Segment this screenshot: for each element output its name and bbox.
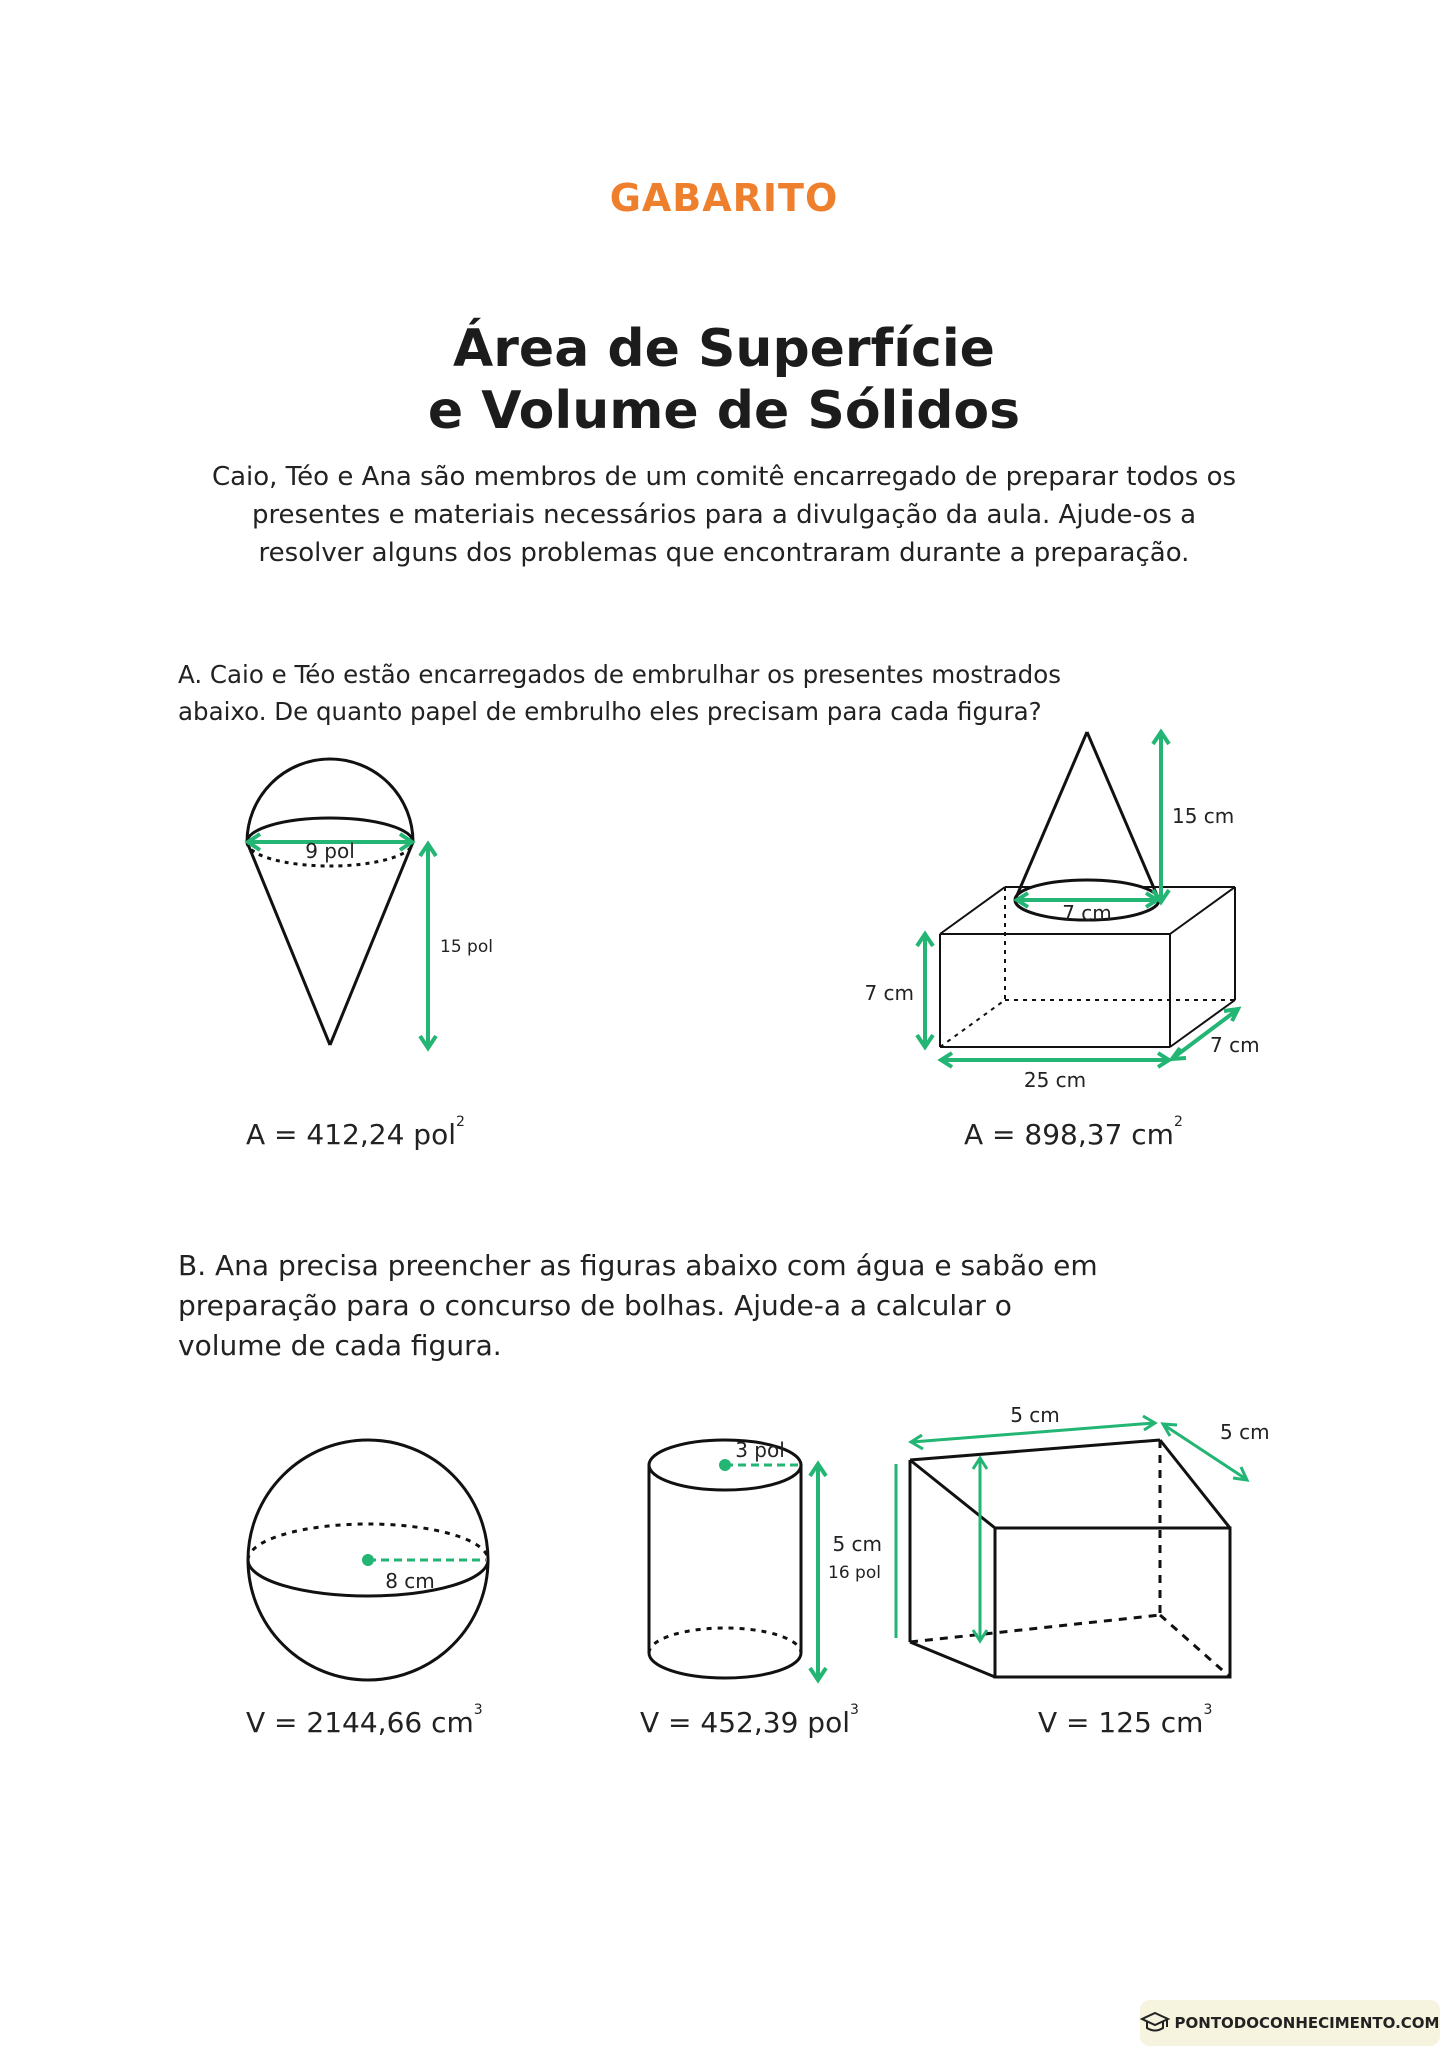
graduation-cap-icon [1141, 2010, 1169, 2036]
title-line-2: e Volume de Sólidos [427, 381, 1021, 441]
cone-diameter-label: 9 pol [305, 839, 355, 863]
cone-height-label: 15 pol [440, 937, 493, 957]
question-b [178, 1246, 1138, 1366]
cylinder-height-label: 16 pol [828, 1563, 881, 1583]
cube-height-arrow-graphic [968, 1455, 998, 1645]
intro-line-2: presentes e materiais necessários para a divulgação da aula. Ajude-os a [251, 500, 1197, 530]
sphere-center-dot [362, 1554, 374, 1566]
question-a-line-2: abaixo. De quanto papel de embrulho eles precisam para cada figura? [178, 697, 1042, 726]
answer-a2-text: A = 898,37 cm [964, 1118, 1174, 1151]
answer-b3 [1038, 1702, 1213, 1739]
cylinder-center-dot [719, 1459, 731, 1471]
sphere-radius-label: 8 cm [385, 1569, 435, 1593]
box-height-label: 7 cm [864, 981, 914, 1005]
intro-text [0, 458, 1448, 572]
question-b-line-2: preparação para o concurso de bolhas. Ajude-a a calcular o [178, 1289, 1012, 1322]
ice-cream-cone-figure [230, 750, 530, 1060]
height-arrow [420, 844, 436, 1048]
question-a [178, 656, 1138, 730]
intro-line-3: resolver alguns dos problemas que encontraram durante a preparação. [258, 538, 1190, 568]
cone-on-box-figure [860, 720, 1290, 1100]
answer-a1-exponent: 2 [455, 1114, 465, 1130]
site-url: PONTODOCONHECIMENTO.COM [1174, 2014, 1440, 2032]
cone-height-label: 15 cm [1172, 804, 1235, 828]
answer-b2 [640, 1702, 859, 1739]
answer-b2-text: V = 452,39 pol [640, 1706, 850, 1739]
answer-key-label: GABARITO [609, 176, 839, 220]
answer-b2-exponent: 3 [849, 1702, 859, 1718]
page-title [0, 318, 1448, 442]
answer-b3-exponent: 3 [1203, 1702, 1213, 1718]
sphere-figure [240, 1430, 510, 1680]
answer-b1-exponent: 3 [473, 1702, 483, 1718]
cube-height-label: 5 cm [832, 1532, 882, 1556]
box-length-arrow [941, 1053, 1169, 1067]
question-b-line-1: B. Ana precisa preencher as figuras abaixo com água e sabão em [178, 1249, 1098, 1282]
answer-a1-text: A = 412,24 pol [246, 1118, 456, 1151]
question-a-line-1: A. Caio e Téo estão encarregados de embrulhar os presentes mostrados [178, 660, 1061, 689]
box-length-label: 25 cm [1023, 1068, 1087, 1092]
cone-diameter-label: 7 cm [1062, 901, 1112, 925]
answer-b1 [246, 1702, 483, 1739]
cone-height-arrow [1153, 732, 1169, 902]
answer-b3-text: V = 125 cm [1038, 1706, 1204, 1739]
box-height-arrow [917, 934, 933, 1047]
cube-depth-label: 5 cm [1220, 1420, 1270, 1444]
answer-a2-exponent: 2 [1173, 1114, 1183, 1130]
cylinder-figure [630, 1430, 890, 1700]
title-line-1: Área de Superfície [453, 319, 995, 379]
site-badge[interactable] [1140, 2000, 1440, 2046]
box-depth-label: 7 cm [1210, 1033, 1260, 1057]
answer-b1-text: V = 2144,66 cm [246, 1706, 474, 1739]
answer-a2 [964, 1114, 1183, 1151]
question-b-line-3: volume de cada figura. [178, 1329, 502, 1362]
answer-a1 [246, 1114, 465, 1151]
cube-length-label: 5 cm [1010, 1403, 1060, 1427]
intro-line-1: Caio, Téo e Ana são membros de um comitê encarregado de preparar todos os [211, 462, 1237, 492]
cylinder-height-arrow [810, 1464, 826, 1680]
cylinder-radius-label: 3 pol [735, 1438, 785, 1462]
